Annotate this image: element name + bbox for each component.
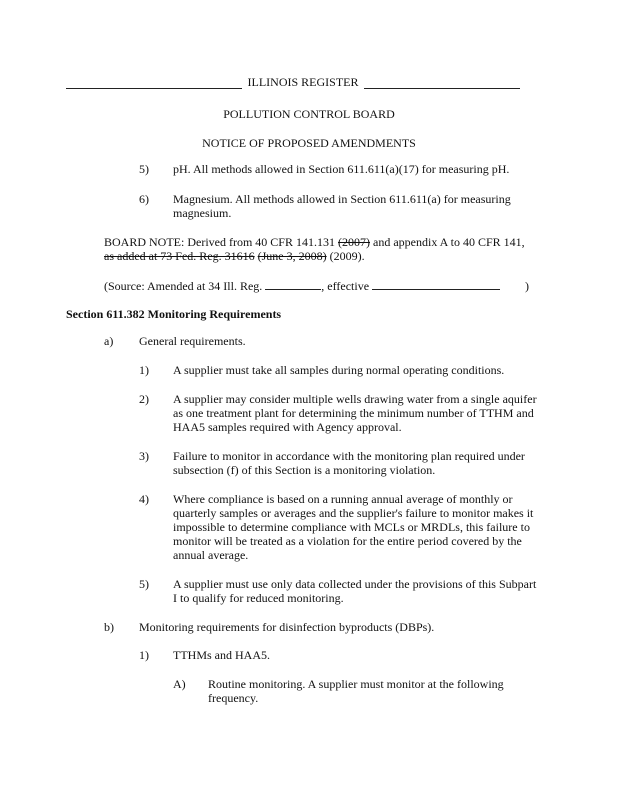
item-text: A supplier must use only data collected under the provisions of this Subpart xyxy=(173,577,537,591)
item-number: 5) xyxy=(139,577,149,591)
item-number: 4) xyxy=(139,492,149,506)
subsection-label: a) xyxy=(104,334,114,348)
subsection-heading: General requirements. xyxy=(139,334,246,348)
item-text: impossible to determine compliance with MCLs or MRDLs, this failure to xyxy=(173,520,530,534)
item-text: I to qualify for reduced monitoring. xyxy=(173,591,344,605)
item-number: 2) xyxy=(139,392,149,406)
header-rule-left xyxy=(66,88,242,89)
item-text: as one treatment plant for determining the minimum number of TTHM and xyxy=(173,406,534,420)
item-text: TTHMs and HAA5. xyxy=(173,648,270,662)
blank-line xyxy=(265,279,321,290)
board-note-line-2 xyxy=(104,249,365,264)
board-note-text: BOARD NOTE: Derived from 40 CFR 141.131 xyxy=(104,235,338,249)
item-number: 1) xyxy=(139,363,149,377)
blank-line xyxy=(372,279,500,290)
item-text: frequency. xyxy=(208,691,259,705)
source-text: ) xyxy=(525,279,530,293)
struck-text: (2007) xyxy=(338,235,370,249)
item-text: HAA5 samples required with Agency approval. xyxy=(173,420,402,434)
item-number: 3) xyxy=(139,449,149,463)
item-text: monitor will be treated as a violation for the entire period covered by the xyxy=(173,534,522,548)
notice-title: NOTICE OF PROPOSED AMENDMENTS xyxy=(202,136,416,150)
subsection-heading: Monitoring requirements for disinfection byproducts (DBPs). xyxy=(139,620,435,634)
item-number: 5) xyxy=(139,162,149,176)
subsection-label: b) xyxy=(104,620,114,634)
board-note-line-1 xyxy=(104,235,525,250)
item-number: A) xyxy=(173,677,186,691)
struck-text: as added at 73 Fed. Reg. 31616 xyxy=(104,249,255,263)
item-text: Failure to monitor in accordance with the monitoring plan required under xyxy=(173,449,525,463)
item-number: 6) xyxy=(139,192,149,206)
item-text: pH. All methods allowed in Section 611.611(a)(17) for measuring pH. xyxy=(173,162,510,176)
board-name: POLLUTION CONTROL BOARD xyxy=(223,107,395,121)
item-text: quarterly samples or averages and the supplier's failure to monitor makes it xyxy=(173,506,534,520)
board-note-text: and appendix A to 40 CFR 141, xyxy=(370,235,525,249)
item-text: magnesium. xyxy=(173,206,232,220)
item-text: A supplier may consider multiple wells drawing water from a single aquifer xyxy=(173,392,537,406)
section-title: Section 611.382 Monitoring Requirements xyxy=(66,307,282,321)
source-text: , effective xyxy=(321,279,370,293)
board-note-text: . xyxy=(361,249,365,263)
header-rule-right xyxy=(364,88,520,89)
item-text: subsection (f) of this Section is a monitoring violation. xyxy=(173,463,436,477)
item-text: Where compliance is based on a running annual average of monthly or xyxy=(173,492,513,506)
struck-text: (June 3, 2008) xyxy=(257,249,327,263)
item-text: A supplier must take all samples during normal operating conditions. xyxy=(173,363,505,377)
register-title: ILLINOIS REGISTER xyxy=(247,75,359,89)
source-text: (Source: Amended at 34 Ill. Reg. xyxy=(104,279,263,293)
item-text: Routine monitoring. A supplier must monitor at the following xyxy=(208,677,504,691)
source-line xyxy=(104,279,529,294)
board-note-text: (2009) xyxy=(329,249,362,263)
item-text: Magnesium. All methods allowed in Section 611.611(a) for measuring xyxy=(173,192,511,206)
item-number: 1) xyxy=(139,648,149,662)
item-text: annual average. xyxy=(173,548,249,562)
